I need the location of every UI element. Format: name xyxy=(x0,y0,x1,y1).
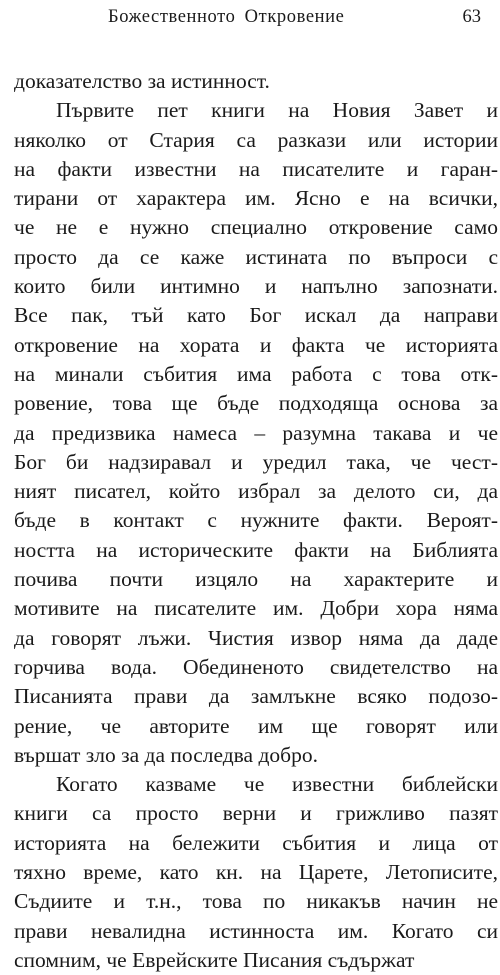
text-line: тяхно време, като кн. на Царете, Летописите, xyxy=(14,860,498,885)
text-line: тирани от характера им. Ясно е на всички, xyxy=(14,186,498,211)
text-line: вършат зло за да последва добро. xyxy=(14,742,318,767)
text-line: откровение на хората и факта че историята xyxy=(14,332,498,357)
text-line: почива почти изцяло на характерите и xyxy=(14,567,498,592)
text-line: че не е нужно специално откровение само xyxy=(14,215,498,240)
text-line: ровение, това ще бъде подходяща основа за xyxy=(14,391,498,416)
text-line: просто да се каже истината по въпроси с xyxy=(14,244,498,269)
running-title: Божественното Откровение xyxy=(108,7,345,27)
text-line: бъде в контакт с нужните факти. Вероят- xyxy=(14,508,498,533)
text-line: Писанията прави да замлъкне всяко подозо- xyxy=(14,684,498,709)
text-line: няколко от Стария са разкази или истории xyxy=(14,127,498,152)
text-line: да говорят лъжи. Чистия извор няма да даде xyxy=(14,625,498,650)
text-line: рение, че авторите им ще говорят или xyxy=(14,713,498,738)
text-line: книги са просто верни и грижливо пазят xyxy=(14,801,498,826)
text-line: които били интимно и напълно запознати. xyxy=(14,274,498,299)
page-number: 63 xyxy=(462,7,481,27)
text-line: Първите пет книги на Новия Завет и xyxy=(56,98,498,123)
text-line: на минали събития има работа с това отк- xyxy=(14,361,498,386)
text-line: мотивите на писателите им. Добри хора няма xyxy=(14,596,498,621)
text-line: Все пак, тъй като Бог искал да направи xyxy=(14,303,498,328)
text-line: прави невалидна истинноста им. Когато си xyxy=(14,918,498,943)
text-line: Бог би надзиравал и уредил така, че чест- xyxy=(14,449,498,474)
text-line: ният писател, който избрал за делото си, да xyxy=(14,479,498,504)
text-line: доказателство за истинност. xyxy=(14,69,270,93)
text-line: на факти известни на писателите и гаран- xyxy=(14,156,498,181)
text-line: ността на историческите факти на Библията xyxy=(14,537,498,562)
text-line: Съдиите и т.н., това по никакъв начин не xyxy=(14,889,498,914)
text-line: спомним, че Еврейските Писания съдържат xyxy=(14,947,415,972)
running-header xyxy=(0,5,500,35)
text-line: горчива вода. Обединеното свидетелство на xyxy=(14,654,498,679)
text-line: Когато казваме че известни библейски xyxy=(56,772,498,797)
text-line: историята на бележити събития и лица от xyxy=(14,830,498,855)
text-line: да предизвика намеса – разумна такава и че xyxy=(14,420,498,445)
